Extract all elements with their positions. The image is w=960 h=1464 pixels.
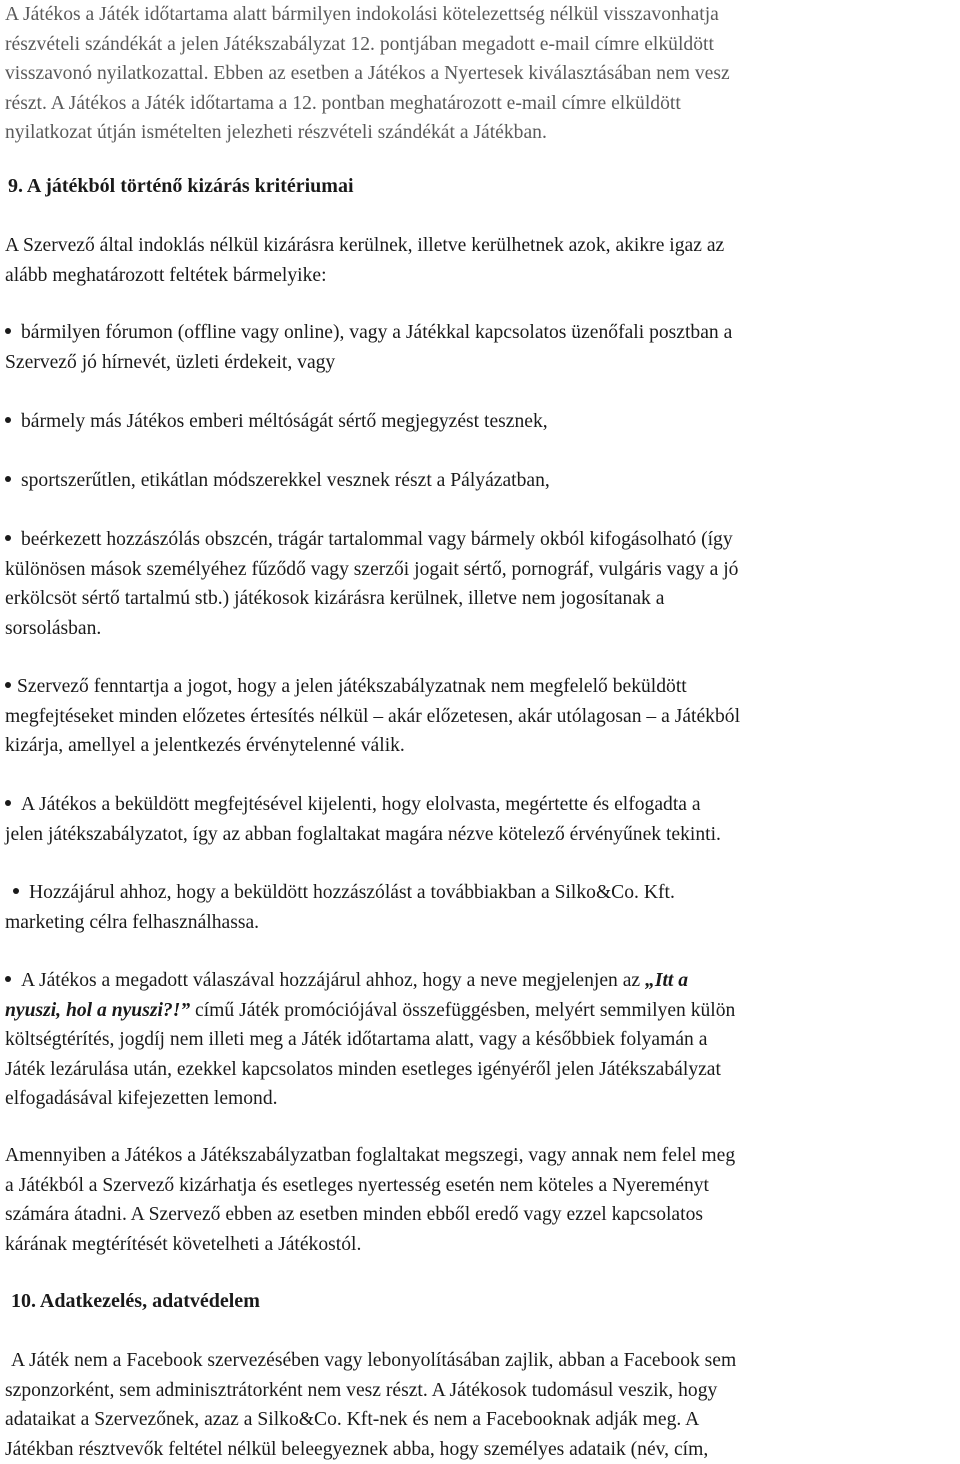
game-title: „Itt a [645, 970, 689, 991]
game-title: nyuszi, hol a nyuszi?!” [5, 999, 191, 1021]
bullet-icon [5, 976, 11, 982]
body-paragraph: Amennyiben a Játékos a Játékszabályzatban foglaltakat megszegi, vagy annak nem felel meg a Játékból a Szervező kizárhatja és esetleges nyertesség esetén nem köteles a Nyereményt számára átadni. A Szervező ebben az esetben minden ebből eredő vagy ezzel kapcsolatos kárának megtérítését követelheti a Játékostól. [5, 1145, 736, 1255]
text-line: nyilatkozat útján ismételten jelezheti részvételi szándékát a Játékban. [5, 122, 547, 143]
text-line: A Játékos a Játék időtartama alatt bármilyen indokolási kötelezettség nélkül visszavonhatja [5, 4, 719, 25]
bullet-icon [5, 417, 11, 423]
list-item: A Játékos a megadott válaszával hozzájárul ahhoz, hogy a neve megjelenjen az „Itt a nyuszi, hol a nyuszi?!” című Játék promóciójával összefüggésben, melyért semmilyen külön költségtérítés, jogdíj nem illeti meg a Játék időtartama alatt, vagy a későbbiek folyamán a Játék lezárulása után, ezekkel kapcsolatos minden esetleges igényéről jelen Játékszabályzat elfogadásával kifejezetten lemond. [5, 970, 736, 1109]
section-10-paragraph: A Játék nem a Facebook szervezésében vagy lebonyolításában zajlik, abban a Facebook sem szponzorként, sem adminisztrátorként nem vesz részt. A Játékosok tudomásul veszik, hogy adataikat a Szervezőnek, azaz a Silko&Co. Kft-nek és nem a Facebooknak adják meg. A Játékban résztvevők feltétel nélkül beleegyeznek abba, hogy személyes adataik (név, cím, [5, 1350, 737, 1460]
list-item: bármely más Játékos emberi méltóságát sértő megjegyzést tesznek, [5, 407, 957, 437]
section-10-heading: 10. Adatkezelés, adatvédelem [11, 1290, 260, 1312]
text-line: visszavonó nyilatkozattal. Ebben az esetben a Játékos a Nyertesek kiválasztásában nem vesz [5, 63, 730, 84]
text-line: részvételi szándékát a jelen Játékszabályzat 12. pontjában megadott e-mail címre elküldött [5, 33, 714, 55]
list-item: Hozzájárul ahhoz, hogy a beküldött hozzászólást a továbbiakban a Silko&Co. Kft. marketing célra felhasználhassa. [5, 882, 675, 933]
bullet-icon [5, 328, 11, 334]
intro-paragraph [5, 0, 957, 148]
list-item: bármilyen fórumon (offline vagy online), vagy a Játékkal kapcsolatos üzenőfali posztban a Szervező jó hírnevét, üzleti érdekeit, vagy [5, 322, 733, 373]
text-line: alább meghatározott feltétek bármelyike: [5, 264, 327, 286]
section-9-heading: 9. A játékból történő kizárás kritériumai [8, 175, 354, 197]
list-item: beérkezett hozzászólás obszcén, trágár tartalommal vagy bármely okból kifogásolható (így különösen mások személyéhez fűződő vagy szerzői jogait sértő, pornográf, vulgáris vagy a jó erkölcsöt sértő tartalmú stb.) játékosok kizárásra kerülnek, illetve nem jogosítanak a sorsolásban. [5, 529, 739, 639]
bullet-icon [5, 682, 11, 688]
bullet-icon [13, 888, 19, 894]
section-9-intro [5, 231, 957, 290]
bullet-icon [5, 800, 11, 806]
bullet-icon [5, 535, 11, 541]
list-item: Szervező fenntartja a jogot, hogy a jelen játékszabályzatnak nem megfelelő beküldött megfejtéseket minden előzetes értesítés nélkül – akár előzetesen, akár utólagosan – a Játékból kizárja, amellyel a jelentkezés érvénytelenné válik. [5, 676, 741, 756]
list-item: A Játékos a beküldött megfejtésével kijelenti, hogy elolvasta, megértette és elfogadta a jelen játékszabályzatot, így az abban foglaltakat magára nézve kötelező érvényűnek tekinti. [5, 794, 721, 845]
bullet-icon [5, 476, 11, 482]
list-item: sportszerűtlen, etikátlan módszerekkel vesznek részt a Pályázatban, [5, 466, 957, 496]
text-line: részt. A Játékos a Játék időtartama a 12. pontban meghatározott e-mail címre elküldött [5, 92, 681, 114]
text-line: A Szervező által indoklás nélkül kizárásra kerülnek, illetve kerülhetnek azok, akikre igaz az [5, 235, 725, 256]
